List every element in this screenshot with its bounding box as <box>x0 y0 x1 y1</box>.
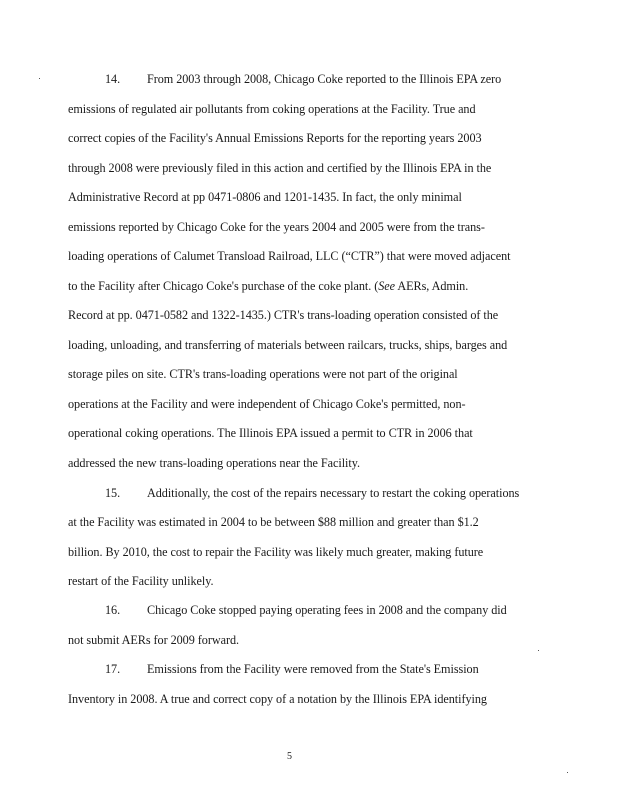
paragraph-14-line-2: emissions of regulated air pollutants from coking operations at the Facility. True and <box>68 102 476 116</box>
paragraph-14-line-10: loading, unloading, and transferring of materials between railcars, trucks, ships, barges and <box>68 338 508 352</box>
paragraph-14-line-13: operational coking operations. The Illinois EPA issued a permit to CTR in 2006 that <box>68 426 473 440</box>
paragraph-16-line-2: not submit AERs for 2009 forward. <box>68 633 239 647</box>
paragraph-14-line-6: emissions reported by Chicago Coke for the years 2004 and 2005 were from the trans- <box>68 220 485 234</box>
paragraph-15-line-4: restart of the Facility unlikely. <box>68 574 214 588</box>
paragraph-17-number: 17. <box>105 662 121 676</box>
paragraph-14-line-8: to the Facility after Chicago Coke's purchase of the coke plant. (See AERs, Admin. <box>68 279 469 293</box>
page-number: 5 <box>287 751 292 762</box>
paragraph-14-line-5: Administrative Record at pp 0471-0806 and 1201-1435. In fact, the only minimal <box>68 190 462 204</box>
paragraph-15-line-2: at the Facility was estimated in 2004 to be between $88 million and greater than $1.2 <box>68 515 479 529</box>
see-citation: See <box>378 279 396 293</box>
paragraph-14-line-11: storage piles on site. CTR's trans-loading operations were not part of the original <box>68 367 458 381</box>
paragraph-14-line-14: addressed the new trans-loading operations near the Facility. <box>68 456 360 470</box>
paragraph-14-number: 14. <box>105 72 121 86</box>
paragraph-14-line-7: loading operations of Calumet Transload Railroad, LLC (“CTR”) that were moved adjacent <box>68 249 511 263</box>
paragraph-14-line-12: operations at the Facility and were independent of Chicago Coke's permitted, non- <box>68 397 466 411</box>
paragraph-14-line-9: Record at pp. 0471-0582 and 1322-1435.) CTR's trans-loading operation consisted of the <box>68 308 499 322</box>
paragraph-16-number: 16. <box>105 603 121 617</box>
paragraph-15-line-3: billion. By 2010, the cost to repair the Facility was likely much greater, making future <box>68 545 484 559</box>
scan-speck <box>567 772 568 773</box>
paragraph-17-line-2: Inventory in 2008. A true and correct copy of a notation by the Illinois EPA identifying <box>68 692 487 706</box>
paragraph-14-line-4: through 2008 were previously filed in this action and certified by the Illinois EPA in the <box>68 161 492 175</box>
paragraph-16-line-1: 16. Chicago Coke stopped paying operating fees in 2008 and the company did <box>68 603 507 617</box>
scan-speck <box>39 78 40 79</box>
paragraph-14-line-1: 14. From 2003 through 2008, Chicago Coke reported to the Illinois EPA zero <box>68 72 501 86</box>
paragraph-17-line-1: 17. Emissions from the Facility were removed from the State's Emission <box>68 662 479 676</box>
paragraph-15-line-1: 15. Additionally, the cost of the repairs necessary to restart the coking operations <box>68 486 519 500</box>
paragraph-15-number: 15. <box>105 486 121 500</box>
paragraph-14-line-3: correct copies of the Facility's Annual Emissions Reports for the reporting years 2003 <box>68 131 482 145</box>
scan-speck <box>538 650 539 651</box>
